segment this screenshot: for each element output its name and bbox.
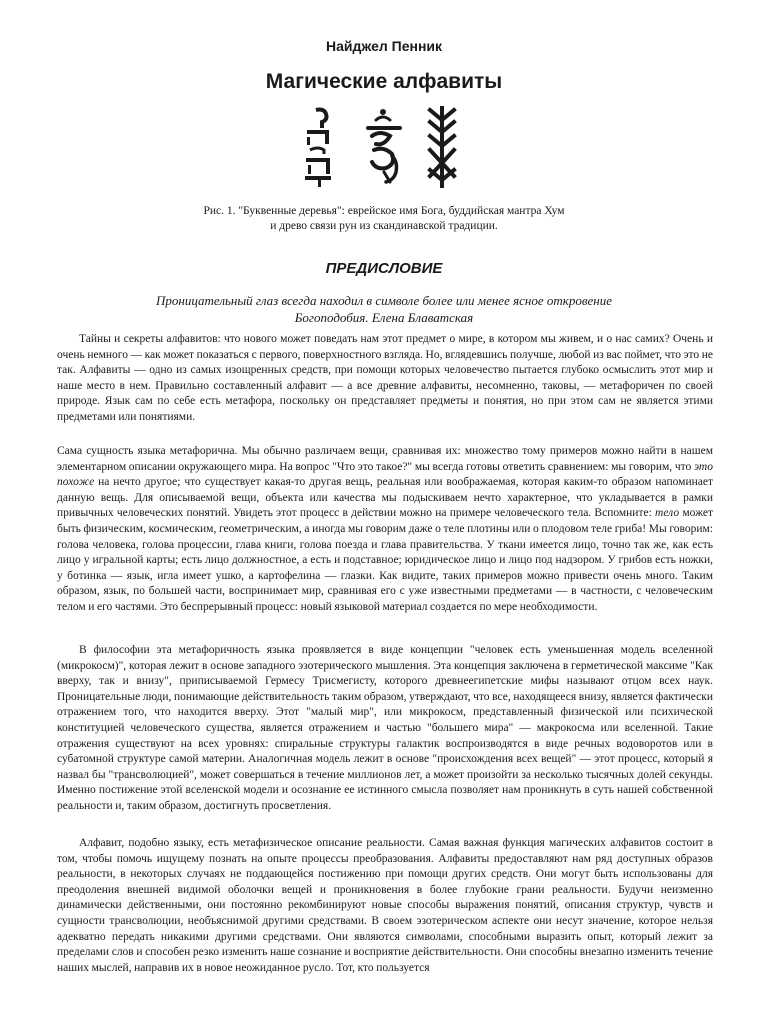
buddhist-mantra-hum-icon: [368, 109, 400, 182]
section-heading: ПРЕДИСЛОВИЕ: [325, 260, 443, 277]
paragraph-4: Алфавит, подобно языку, есть метафизическое описание реальности. Самая важная функция магических алфавитов состоит в том, чтобы помочь ищущему познать на опыте процессы преобразования. Алфавиты предоставляют нам ряд доступных образов реальности, в некоторых случаях не поддающейся постижению при помощи других средств. Они могут быть использованы для преодоления внешней видимой оболочки вещей и проникновения в более глубокие грани реальности. Будучи неизменно динамически действенными, они постоянно рекомбинируют новые способы выражения понятий, описания структур, чувств и сущности трансволюции, необъяснимой другими средствами. В своем эзотерическом аспекте они несут значение, которое нельзя адекватно передать никакими другими средствами. Они являются символами, способными выразить опыт, который лежит за пределами слов и способен резко изменить наше сознание и восприятие действительности. Они способны внезапно изменить течение наших мыслей, направив их в новое неожиданное русло. Тот, кто пользуется: [57, 837, 713, 974]
paragraph-text: может быть физическим, космическим, геометрическим, а иногда мы говорим даже о теле плотины или о плодовом теле гриба! Мы говорим: голова человека, голова процессии, глава книги, голова поезда и глава правительства. У ткани имеется лицо, точно так же, как есть лицо у игральной карты; есть лицо должностное, а есть и подставное; юридическое лицо и лицо под надзором. У грибов есть ножки, у ботинка — язык, игла имеет ушко, а картофелина — глазки. Как видите, таких примеров можно привести очень много. Таким образом, язык, по большей части, воспринимает мир, сравнивая его с уже известными предметами — в частности, с человеческим телом и его частями. Это беспрерывный процесс: новый языковой материал создается по мере необходимости.: [57, 507, 713, 613]
author-name: Найджел Пенник: [325, 38, 443, 54]
paragraph-1: Тайны и секреты алфавитов: что нового может поведать нам этот предмет о мире, в котором мы живем, и о нас самих? Очень и очень немного — как может показаться с первого, поверхностного взгляда. Но, вглядевшись получше, любой из вас поймет, что это не так. Алфавиты — одно из самых изощренных средств, при помощи которых человечество пытается глубоко осмыслить этот мир и наше место в нем. Правильно составленный алфавит — а все древние алфавиты, несомненно, таковы, — метафоричен по своей природе. Язык сам по себе есть метафора, поскольку он представляет предметы и понятия, но при этом сам не является этими предметами или понятиями.: [57, 333, 713, 423]
emphasis-text: тело: [655, 507, 680, 520]
paragraph-2: [57, 444, 713, 616]
letter-trees-figure: [296, 106, 472, 188]
epigraph-line: Богоподобия. Елена Блаватская: [294, 310, 474, 325]
epigraph-line: Проницательный глаз всегда находил в символе более или менее ясное откровение: [156, 293, 612, 308]
hebrew-divine-name-icon: [305, 110, 331, 188]
paragraph-text: Сама сущность языка метафорична. Мы обычно различаем вещи, сравнивая их: множество тому примеров можно найти в нашем элементарном описании окружающего мира. На вопрос "Что это такое?" мы всегда готовы ответить сравнением: мы говорим, что: [57, 445, 713, 473]
caption-line: Рис. 1. "Буквенные деревья": еврейское имя Бога, буддийская мантра Хум: [203, 205, 565, 217]
scandinavian-bindrune-icon: [430, 108, 454, 186]
paragraph-text: на нечто другое; что существует какая-то другая вещь, реальная или воображаемая, которая каким-то образом напоминает данную вещь. Для описываемой вещи, объекта или качества мы подыскиваем нечто характерное, что укладывается в рамки привычных человеческих понятий. Увидеть этот процесс в действии можно на примере человеческого тела. Вспомните:: [57, 476, 713, 520]
paragraph-3: В философии эта метафоричность языка проявляется в виде концепции "человек есть уменьшенная модель вселенной (микрокосм)", которая лежит в основе западного эзотерического мышления. Эта концепция заключена в герметической максиме "Как вверху, так и внизу", приписываемой Гермесу Трисмегисту, которого древнеегипетские мифы называют отцом всех наук. Проницательные люди, понимающие действительность таким образом, утверждают, что все, находящееся внизу, является фактически отражением того, что находится вверху. Этот "малый мир", или микрокосм, представленный физической или психической конституцией человеческого существа, является отражением и частью "большего мира" — макрокосма или вселенной. Такие отражения существуют на всех уровнях: спиральные структуры галактик воспроизводятся в виде речных водоворотов или в субатомной структуре самой материи. Аналогичная модель лежит в основе "происхождения всех вещей" — этот процесс, который я назвал бы "трансволюцией", может совершаться в течение миллионов лет, а может произойти за несколько тысячных долей секунды. Именно постижение этой вселенской модели и осознание ее истинного смысла позволяет нам проникнуть в суть нашей собственной реальности и, таким образом, достигнуть просветления.: [57, 644, 713, 812]
book-title: Магические алфавиты: [265, 70, 503, 93]
figure-caption: [120, 204, 648, 234]
caption-line: и древо связи рун из скандинавской традиции.: [270, 220, 498, 232]
epigraph: [60, 292, 708, 326]
emphasis-text: это похоже: [57, 460, 713, 489]
